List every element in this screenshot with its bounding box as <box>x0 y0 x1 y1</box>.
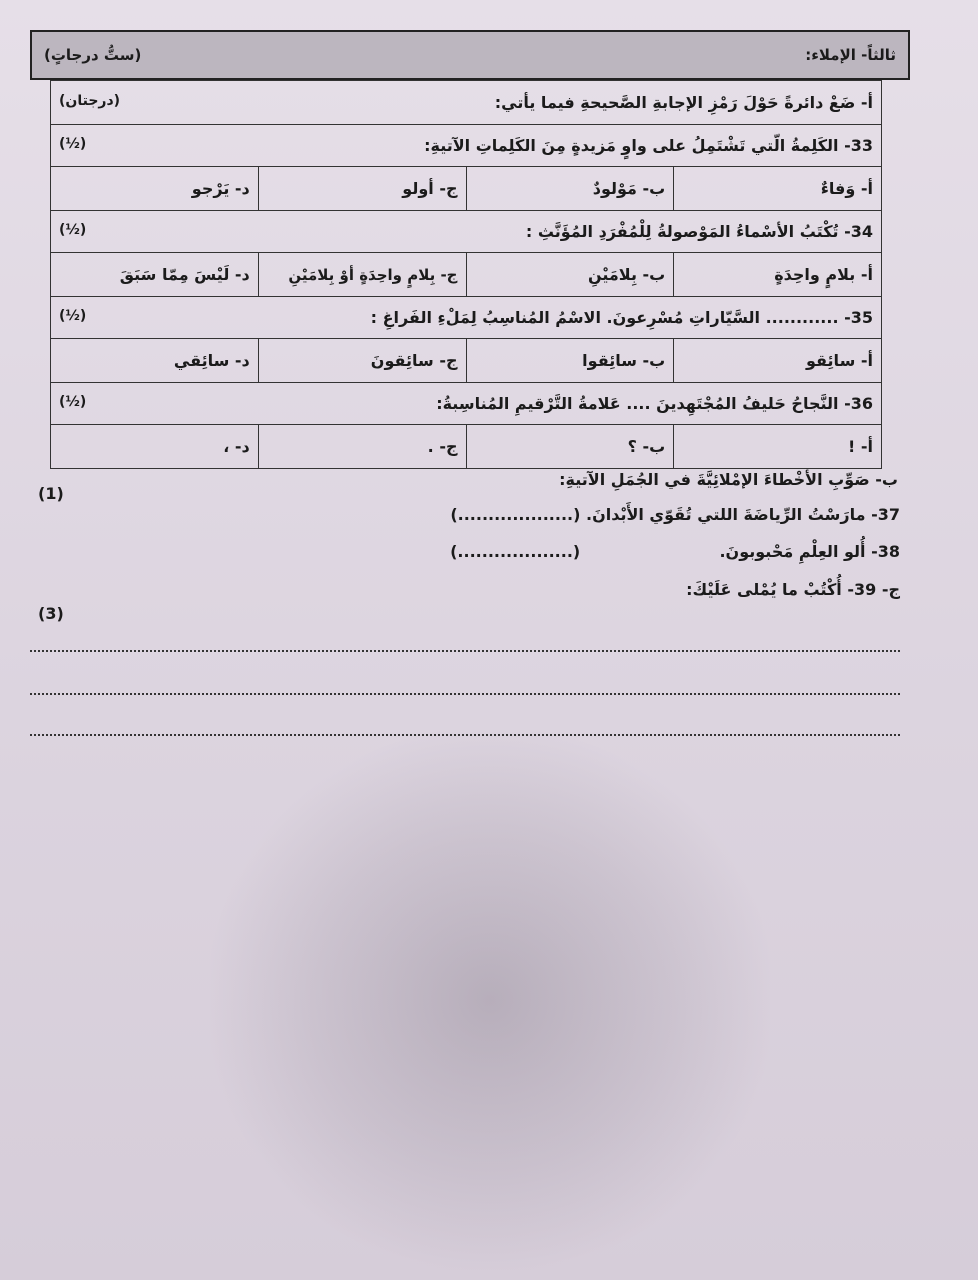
option-a[interactable]: أ- بلامٍ واحِدَةٍ <box>674 253 882 297</box>
question-text: 36- النَّجاحُ حَليفُ المُجْتَهِدينَ .... عَلامةُ التَّرْقيمِ المُناسِبةُ: <box>436 394 873 413</box>
option-d[interactable]: د- ، <box>51 425 259 469</box>
part-a-instruction: أ- ضَعْ دائرةً حَوْلَ رَمْزِ الإجابةِ الصَّحيحةِ فيما يأتي: <box>494 93 873 112</box>
shadow-overlay <box>210 730 770 1270</box>
section-marks: (ستُّ درجاتٍ) <box>44 46 142 64</box>
option-a[interactable]: أ- ! <box>674 425 882 469</box>
option-c[interactable]: ج- سائِقونَ <box>258 339 466 383</box>
question-mark: (½) <box>59 222 87 238</box>
part-b-instruction: ب- صَوِّبِ الأخْطاءَ الإمْلائِيَّةَ في الجُمَلِ الآتيةِ: <box>559 470 898 489</box>
question-mark: (½) <box>59 136 87 152</box>
question-text: 34- تُكْتَبُ الأسْماءُ المَوْصولةُ لِلْمُفْرَدِ المُؤَنَّثِ : <box>525 222 873 241</box>
option-c[interactable]: ج- . <box>258 425 466 469</box>
dictation-line[interactable] <box>30 693 900 695</box>
question-text: 33- الكَلِمةُ الّتي تَشْتَمِلُ على واوٍ مَزيدةٍ مِنَ الكَلِماتِ الآتيةِ: <box>424 136 873 155</box>
option-d[interactable]: د- لَيْسَ مِمّا سَبَقَ <box>51 253 259 297</box>
question-text: 35- ............ السَّيّاراتِ مُسْرِعونَ. الاسْمُ المُناسِبُ لِمَلْءِ الفَراغِ : <box>370 308 873 327</box>
option-d[interactable]: د- سائِقي <box>51 339 259 383</box>
part-a-row <box>51 81 882 125</box>
part-a-marks: (درجتان) <box>59 93 121 109</box>
dictation-line[interactable] <box>30 650 900 652</box>
option-d[interactable]: د- يَرْجو <box>51 167 259 211</box>
question-mark: (½) <box>59 394 87 410</box>
option-c[interactable]: ج- بِلامٍ واحِدَةٍ أوْ بِلامَيْنِ <box>258 253 466 297</box>
option-a[interactable]: أ- وَفاءٌ <box>674 167 882 211</box>
section-header <box>30 30 910 80</box>
option-b[interactable]: ب- مَوْلودٌ <box>466 167 674 211</box>
option-a[interactable]: أ- سائِقو <box>674 339 882 383</box>
option-c[interactable]: ج- أولو <box>258 167 466 211</box>
correction-item-37[interactable]: 37- مارَسْتُ الرِّياضَةَ اللتي تُقَوّي الأَبْدانَ. (...................) <box>450 505 900 524</box>
part-c-marks: (3) <box>38 604 64 623</box>
option-b[interactable]: ب- سائِقوا <box>466 339 674 383</box>
correction-item-38[interactable]: 38- أُلو العِلْمِ مَحْبوبونَ. (...................) <box>450 542 900 561</box>
section-title: ثالثاً- الإملاء: <box>805 46 896 64</box>
question-33-stem <box>51 125 882 167</box>
option-b[interactable]: ب- ؟ <box>466 425 674 469</box>
question-35-stem <box>51 297 882 339</box>
question-mark: (½) <box>59 308 87 324</box>
part-b-marks: (1) <box>38 484 64 503</box>
question-34-stem <box>51 211 882 253</box>
multiple-choice-table <box>50 80 882 469</box>
part-c-instruction: ج- 39- أُكْتُبْ ما يُمْلى عَلَيْكَ: <box>686 580 900 599</box>
dictation-line[interactable] <box>30 734 900 736</box>
option-b[interactable]: ب- بِلامَيْنِ <box>466 253 674 297</box>
question-36-stem <box>51 383 882 425</box>
